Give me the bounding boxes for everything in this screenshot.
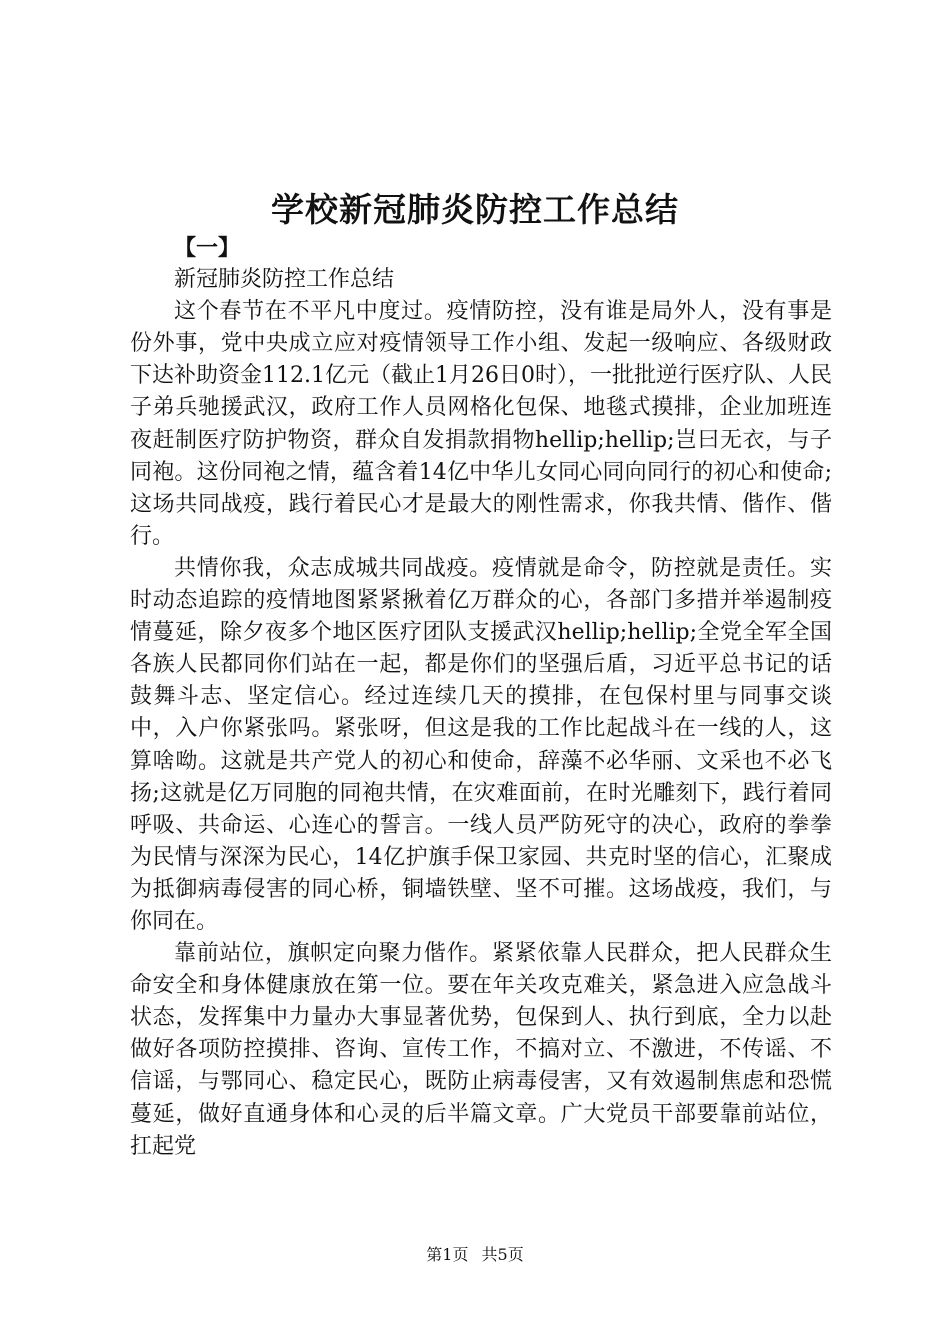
document-title: 学校新冠肺炎防控工作总结 bbox=[271, 190, 679, 229]
paragraph-1: 这个春节在不平凡中度过。疫情防控，没有谁是局外人，没有事是份外事，党中央成立应对疫情领导工作小组、发起一级响应、各级财政下达补助资金112.1亿元（截止1月26日0时），一批批逆行医疗队、人民子弟兵驰援武汉，政府工作人员网格化包保、地毯式摸排，企业加班连夜赶制医疗防护物资，群众自发捐款捐物hellip;hellip;岂曰无衣，与子同袍。这份同袍之情，蕴含着14亿中华儿女同心同向同行的初心和使命;这场共同战疫，践行着民心才是最大的刚性需求，你我共情、偕作、偕行。 bbox=[130, 299, 832, 549]
page-total: 共5页 bbox=[481, 1245, 524, 1264]
document-body bbox=[130, 232, 832, 1163]
section-mark: 【一】 bbox=[174, 235, 241, 261]
section-subtitle: 新冠肺炎防控工作总结 bbox=[174, 267, 395, 293]
page-number: 第1页 bbox=[426, 1245, 469, 1264]
page-footer bbox=[0, 1244, 950, 1266]
paragraph-3: 靠前站位，旗帜定向聚力偕作。紧紧依靠人民群众，把人民群众生命安全和身体健康放在第一位。要在年关攻克难关，紧急进入应急战斗状态，发挥集中力量办大事显著优势，包保到人、执行到底，全力以赴做好各项防控摸排、咨询、宣传工作，不搞对立、不激进，不传谣、不信谣，与鄂同心、稳定民心，既防止病毒侵害，又有效遏制焦虑和恐慌蔓延，做好直通身体和心灵的后半篇文章。广大党员干部要靠前站位，扛起党 bbox=[130, 941, 832, 1159]
paragraph-2: 共情你我，众志成城共同战疫。疫情就是命令，防控就是责任。实时动态追踪的疫情地图紧紧揪着亿万群众的心，各部门多措并举遏制疫情蔓延，除夕夜多个地区医疗团队支援武汉hellip;hellip;全党全军全国各族人民都同你们站在一起，都是你们的坚强后盾，习近平总书记的话鼓舞斗志、坚定信心。经过连续几天的摸排，在包保村里与同事交谈中，入户你紧张吗。紧张呀，但这是我的工作比起战斗在一线的人，这算啥呦。这就是共产党人的初心和使命，辞藻不必华丽、文采也不必飞扬;这就是亿万同胞的同袍共情，在灾难面前，在时光雕刻下，践行着同呼吸、共命运、心连心的誓言。一线人员严防死守的决心，政府的拳拳为民情与深深为民心，14亿护旗手保卫家园、共克时坚的信心，汇聚成为抵御病毒侵害的同心桥，铜墙铁壁、坚不可摧。这场战疫，我们，与你同在。 bbox=[130, 555, 832, 934]
